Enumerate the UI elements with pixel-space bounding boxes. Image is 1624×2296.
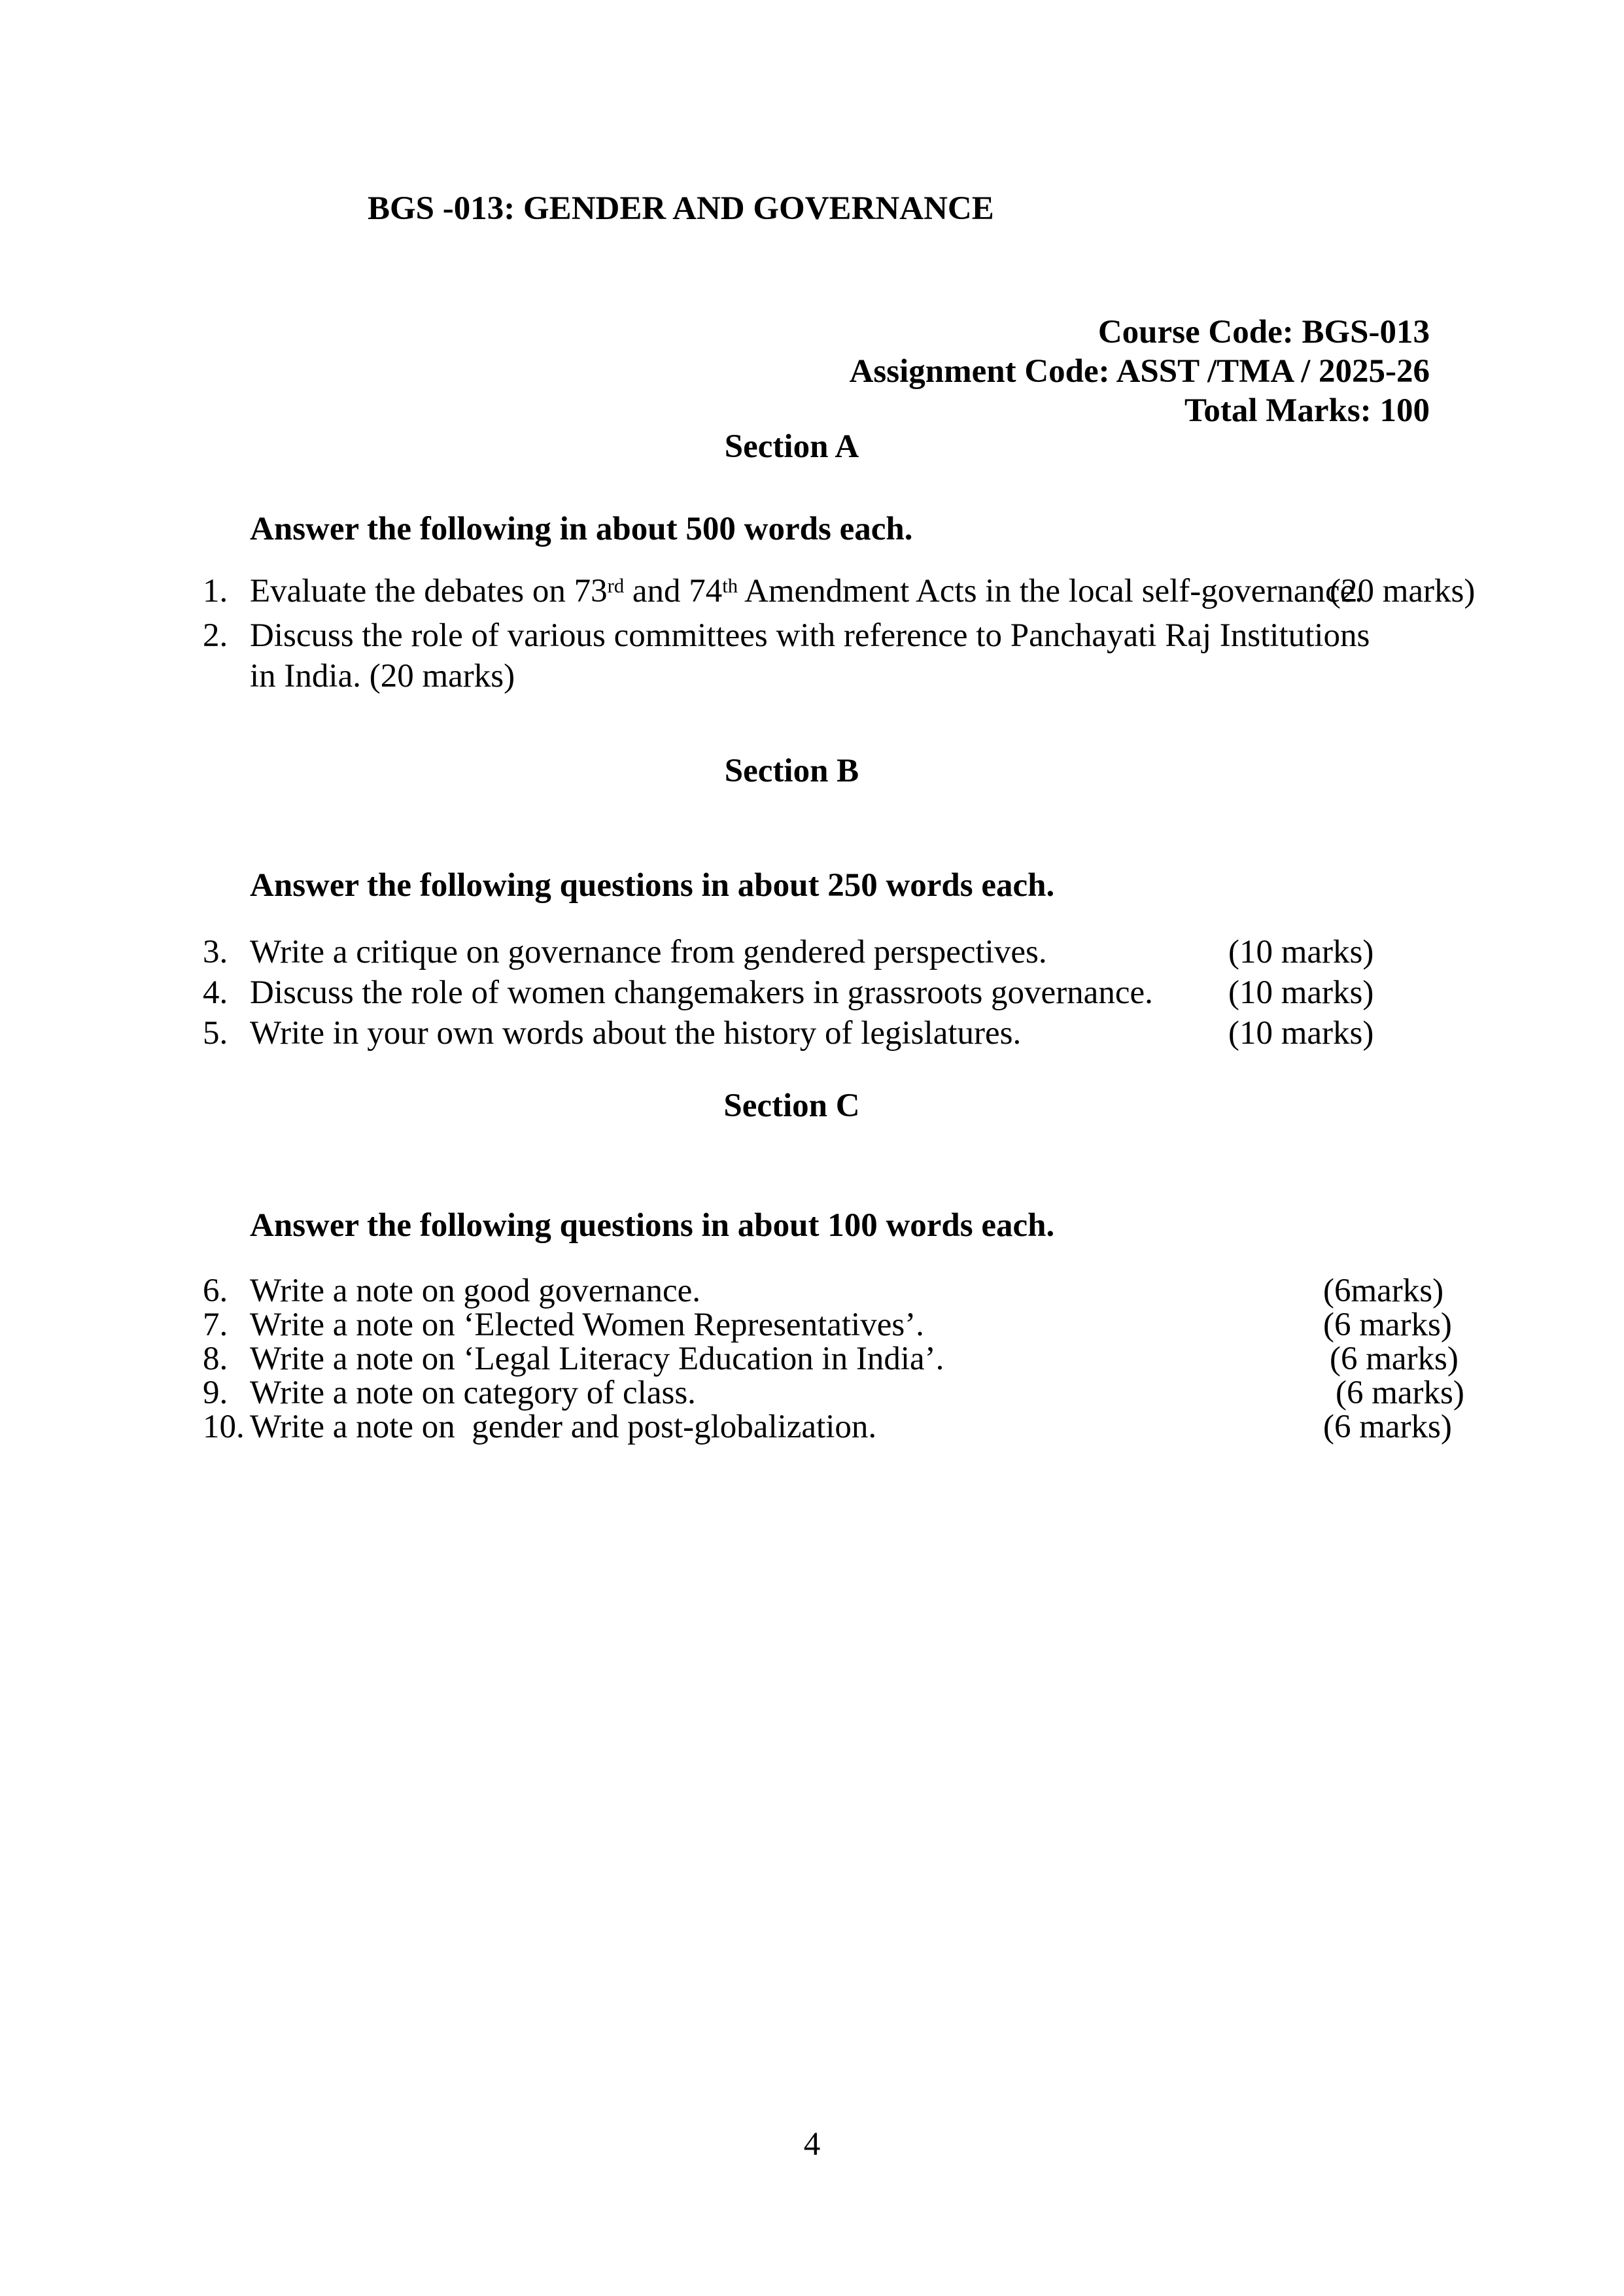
course-code-line: Course Code: BGS-013 — [1097, 314, 1430, 351]
question-text — [250, 615, 1403, 696]
question-text: Write a note on ‘Elected Women Representatives’. — [250, 1307, 924, 1343]
question-number: 6. — [203, 1273, 228, 1309]
question-item-1 — [203, 571, 1476, 615]
question-marks: (6 marks) — [1323, 1307, 1452, 1343]
section-c-instruction: Answer the following questions in about 100 words each. — [250, 1207, 1055, 1244]
question-text — [250, 571, 1363, 615]
question-item-2 — [203, 615, 1449, 696]
assignment-code-line: Assignment Code: ASST /TMA / 2025-26 — [849, 353, 1430, 390]
question-number: 5. — [203, 1015, 228, 1052]
section-b-heading: Section B — [724, 753, 859, 789]
assignment-header — [850, 313, 1430, 430]
question-item-7 — [203, 1307, 1452, 1343]
question-item-5 — [203, 1013, 1449, 1054]
question-number: 1. — [203, 573, 228, 609]
section-b-question-list — [203, 932, 1449, 1054]
page-title: BGS -013: GENDER AND GOVERNANCE — [368, 190, 994, 227]
question-marks: (20 marks) — [1330, 573, 1476, 609]
question-text: Discuss the role of women changemakers in grassroots governance. — [250, 974, 1153, 1011]
question-text: Write a note on gender and post-globalization. — [250, 1409, 877, 1445]
total-marks-line: Total Marks: 100 — [1184, 392, 1430, 429]
section-a-instruction: Answer the following in about 500 words each. — [250, 511, 913, 547]
question-number: 7. — [203, 1307, 228, 1343]
question-item-8 — [203, 1341, 1459, 1377]
question-number: 2. — [203, 617, 228, 654]
question-text-part: Amendment Acts in the local self-governance. — [738, 573, 1364, 609]
page-number: 4 — [803, 2126, 821, 2163]
section-c-heading: Section C — [723, 1088, 860, 1124]
question-marks: (10 marks) — [1228, 974, 1374, 1011]
question-item-10 — [203, 1409, 1452, 1445]
question-text-part: Discuss the role of various committees with reference to Panchayati Raj Institutions in India. — [250, 617, 1379, 694]
question-marks: (10 marks) — [1228, 1015, 1374, 1052]
question-item-3 — [203, 932, 1449, 972]
question-number: 4. — [203, 974, 228, 1011]
question-text-part: and 74 — [624, 573, 723, 609]
question-text-part: Evaluate the debates on 73 — [250, 573, 608, 609]
question-text: Write a note on good governance. — [250, 1273, 701, 1309]
question-text: Write a note on ‘Legal Literacy Education in India’. — [250, 1341, 944, 1377]
question-marks: (10 marks) — [1228, 934, 1374, 970]
question-item-4 — [203, 972, 1449, 1013]
question-marks: (6marks) — [1323, 1273, 1444, 1309]
ordinal-superscript: rd — [607, 575, 625, 598]
question-marks: (6 marks) — [1323, 1409, 1452, 1445]
question-number: 3. — [203, 934, 228, 970]
section-c-question-list — [203, 1273, 1464, 1445]
question-number: 9. — [203, 1375, 228, 1411]
question-marks: (6 marks) — [1330, 1341, 1459, 1377]
question-number: 8. — [203, 1341, 228, 1377]
question-text: Write a note on category of class. — [250, 1375, 696, 1411]
question-item-6 — [203, 1274, 1449, 1308]
question-item-9 — [203, 1375, 1464, 1411]
ordinal-superscript: th — [722, 575, 738, 598]
section-a-question-list — [203, 571, 1476, 696]
question-text: Write a critique on governance from gendered perspectives. — [250, 934, 1047, 970]
question-text: Write in your own words about the history of legislatures. — [250, 1015, 1022, 1052]
question-number: 10. — [203, 1409, 245, 1445]
question-marks: (20 marks) — [369, 658, 515, 694]
question-marks: (6 marks) — [1336, 1375, 1464, 1411]
section-b-instruction: Answer the following questions in about 250 words each. — [250, 867, 1055, 904]
section-a-heading: Section A — [724, 428, 859, 465]
